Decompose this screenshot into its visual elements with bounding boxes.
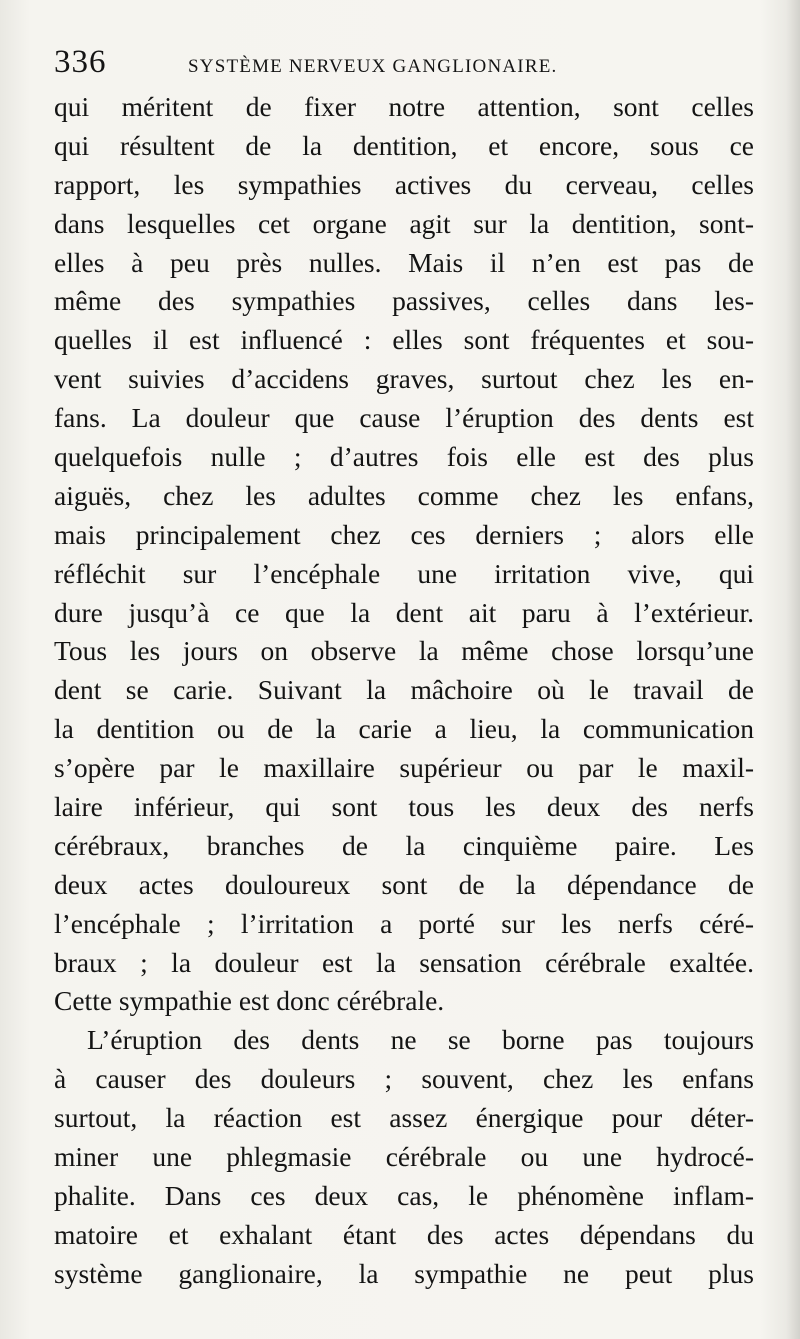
page-edge-shadow xyxy=(786,0,800,1339)
page-header xyxy=(54,44,754,84)
running-title: SYSTÈME NERVEUX GANGLIONAIRE. xyxy=(188,56,558,77)
text-line: quelquefois nulle ; d’autres fois elle est des plus xyxy=(54,441,754,473)
paragraph-end-line: Cette sympathie est donc cérébrale. xyxy=(54,985,445,1017)
text-line: qui méritent de fixer notre attention, sont celles xyxy=(54,91,754,122)
text-line: la dentition ou de la carie a lieu, la communication xyxy=(54,713,754,745)
text-line: l’encéphale ; l’irritation a porté sur les nerfs céré- xyxy=(54,907,754,939)
text-line: Tous les jours on observe la même chose lorsqu’une xyxy=(54,635,754,667)
text-line: réfléchit sur l’encéphale une irritation vive, qui xyxy=(54,557,754,589)
body-text xyxy=(54,88,754,1294)
text-line: même des sympathies passives, celles dans les- xyxy=(54,285,754,317)
text-line: quelles il est influencé : elles sont fréquentes et sou- xyxy=(54,324,754,356)
text-line: vent suivies d’accidens graves, surtout chez les en- xyxy=(54,363,754,395)
text-line: s’opère par le maxillaire supérieur ou par le maxil- xyxy=(54,752,754,784)
text-line: matoire et exhalant étant des actes dépendans du xyxy=(54,1218,754,1250)
text-line: dent se carie. Suivant la mâchoire où le travail de xyxy=(54,674,754,706)
text-line: miner une phlegmasie cérébrale ou une hydrocé- xyxy=(54,1141,754,1173)
text-line: qui résultent de la dentition, et encore, sous ce xyxy=(54,129,754,161)
text-line: elles à peu près nulles. Mais il n’en est pas de xyxy=(54,246,754,278)
text-line: surtout, la réaction est assez énergique pour déter- xyxy=(54,1102,754,1134)
text-line: deux actes douloureux sont de la dépendance de xyxy=(54,868,754,900)
text-line: système ganglionaire, la sympathie ne peut plus xyxy=(54,1257,754,1289)
paragraph-start-line: L’éruption des dents ne se borne pas toujours xyxy=(87,1024,754,1056)
page-number: 336 xyxy=(54,44,107,80)
text-line: braux ; la douleur est la sensation cérébrale exaltée. xyxy=(54,946,754,978)
text-line: cérébraux, branches de la cinquième paire. Les xyxy=(54,829,754,861)
text-line: dure jusqu’à ce que la dent ait paru à l’extérieur. xyxy=(54,596,754,628)
text-line: dans lesquelles cet organe agit sur la dentition, sont- xyxy=(54,207,754,239)
text-line: à causer des douleurs ; souvent, chez les enfans xyxy=(54,1063,754,1095)
text-line: aiguës, chez les adultes comme chez les enfans, xyxy=(54,479,754,511)
text-line: laire inférieur, qui sont tous les deux des nerfs xyxy=(54,791,754,823)
text-line: fans. La douleur que cause l’éruption des dents est xyxy=(54,402,754,434)
text-line: phalite. Dans ces deux cas, le phénomène inflam- xyxy=(54,1179,754,1211)
text-line: rapport, les sympathies actives du cerveau, celles xyxy=(54,168,754,200)
text-line: mais principalement chez ces derniers ; alors elle xyxy=(54,518,754,550)
